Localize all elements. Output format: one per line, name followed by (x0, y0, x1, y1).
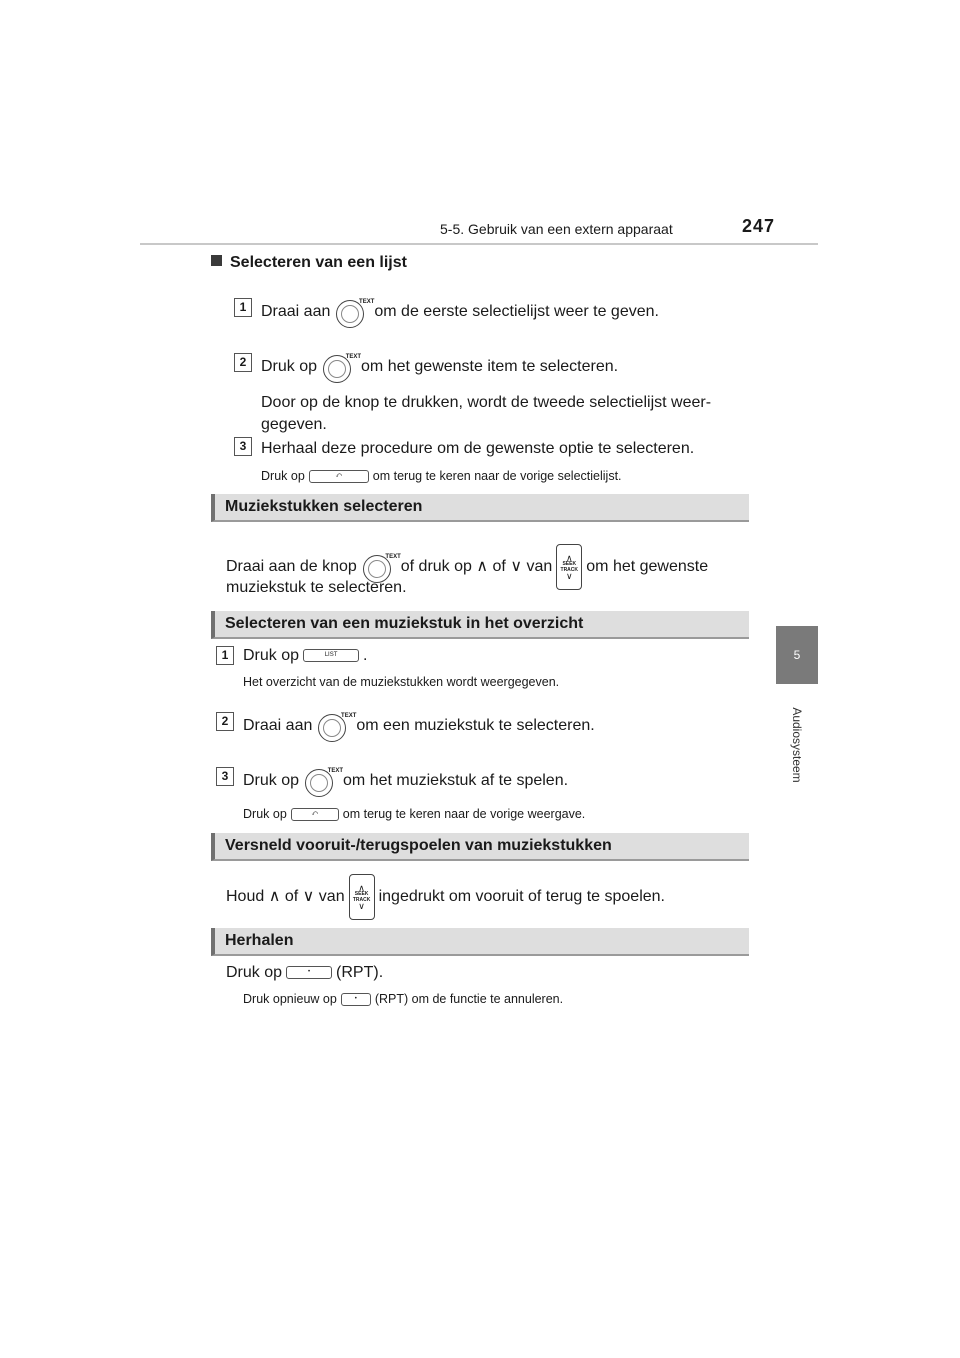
seek-track-button-icon: ∧ SEEK TRACK ∨ (349, 874, 375, 920)
step-detail: Door op de knop te drukken, wordt de tweede selectielijst weer- (261, 394, 712, 411)
chapter-tab: 5 (776, 626, 818, 684)
step-badge: 3 (216, 767, 234, 786)
step-badge: 1 (216, 646, 234, 665)
section-heading-bar: Versneld vooruit-/terugspoelen van muziekstukken (211, 833, 749, 861)
step-text: Draai aan TEXT om een muziekstuk te selecteren. (243, 711, 595, 741)
body-text: Houd ∧ of ∨ van ∧ SEEK TRACK ∨ ingedrukt om vooruit of terug te spoelen. (226, 874, 665, 920)
step-text: Draai aan TEXT om de eerste selectielijst weer te geven. (261, 297, 659, 327)
step-badge: 2 (234, 353, 252, 372)
section-heading-bar: Selecteren van een muziekstuk in het overzicht (211, 611, 749, 639)
step-text: Druk op TEXT om het gewenste item te selecteren. (261, 352, 618, 382)
note-text: Druk opnieuw op • (RPT) om de functie te annuleren. (243, 992, 564, 1006)
chapter-label: Audiosysteem (790, 707, 804, 783)
section-heading-bar: Herhalen (211, 928, 749, 956)
repeat-button-icon: • (286, 966, 332, 979)
step-badge: 3 (234, 437, 252, 456)
tune-knob-icon: TEXT (303, 766, 339, 796)
header-section-title: 5-5. Gebruik van een extern apparaat (440, 221, 673, 237)
back-button-icon: ⤺ (291, 808, 339, 821)
step-badge: 2 (216, 712, 234, 731)
square-bullet-icon (211, 255, 222, 266)
page-number: 247 (742, 216, 776, 236)
body-text: Draai aan de knop TEXT of druk op ∧ of ∨ van ∧ SEEK TRACK ∨ om het gewenste (226, 544, 708, 590)
header-divider (140, 243, 818, 245)
seek-track-button-icon: ∧ SEEK TRACK ∨ (556, 544, 582, 590)
step-text: Druk op TEXT om het muziekstuk af te spelen. (243, 766, 568, 796)
tune-knob-icon: TEXT (334, 297, 370, 327)
subsection-heading: Selecteren van een lijst (211, 254, 407, 272)
back-button-icon: ⤺ (309, 470, 369, 483)
tune-knob-icon: TEXT (361, 552, 397, 582)
step-badge: 1 (234, 298, 252, 317)
body-text: muziekstuk te selecteren. (226, 579, 407, 596)
list-button-icon: LIST (303, 649, 359, 662)
note-text: Druk op ⤺ om terug te keren naar de vorige selectielijst. (261, 469, 622, 483)
tune-knob-icon: TEXT (321, 352, 357, 382)
repeat-button-icon: • (341, 993, 371, 1006)
step-text: Herhaal deze procedure om de gewenste optie te selecteren. (261, 440, 695, 457)
section-heading-bar: Muziekstukken selecteren (211, 494, 749, 522)
body-text: Druk op • (RPT). (226, 964, 384, 981)
tune-knob-icon: TEXT (316, 711, 352, 741)
note-text: Het overzicht van de muziekstukken wordt weergegeven. (243, 675, 560, 689)
note-text: Druk op ⤺ om terug te keren naar de vorige weergave. (243, 807, 586, 821)
step-text: Druk op LIST . (243, 647, 368, 664)
step-detail: gegeven. (261, 416, 327, 433)
